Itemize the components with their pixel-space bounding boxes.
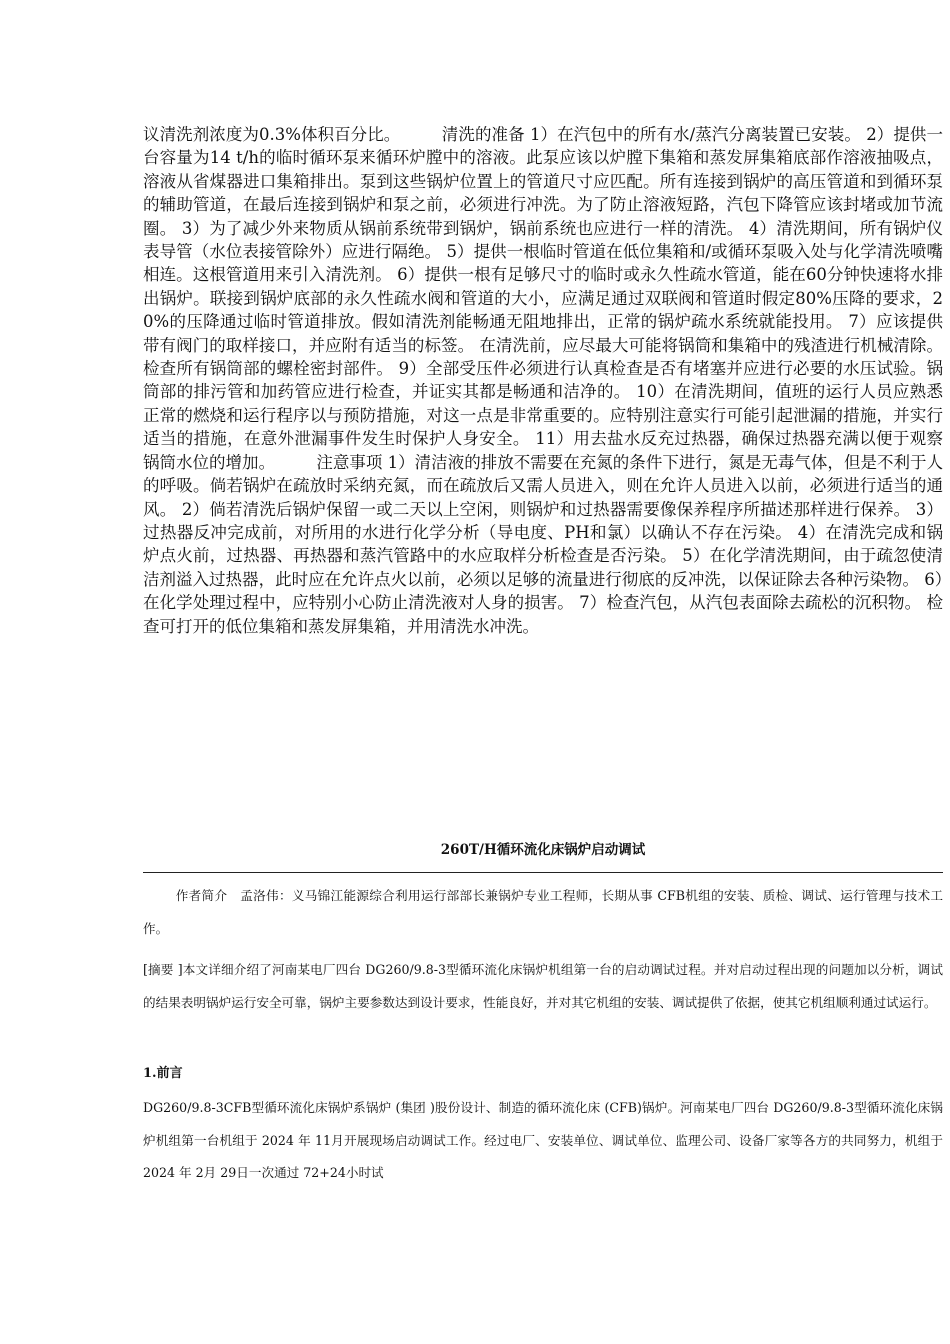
cleaning-procedure-paragraph: 议清洗剂浓度为0.3%体积百分比。 清洗的准备 1）在汽包中的所有水/蒸汽分离装置已安装。 2）提供一台容量为14 t/h的临时循环泵来循环炉膛中的溶液。此泵应该以炉膛下集箱和蒸发屏集箱底部作溶液抽吸点，溶液从省煤器进口集箱排出。泵到这些锅炉位置上的管道尺寸应匹配。所有连接到锅炉的高压管道和到循环泵的辅助管道，在最后连接到锅炉和泵之前，必须进行冲洗。为了防止溶液短路，汽包下降管应该封堵或加节流圈。 3）为了减少外来物质从锅前系统带到锅炉，锅前系统也应进行一样的清洗。 4）清洗期间，所有锅炉仪表导管（水位表接管除外）应进行隔绝。 5）提供一根临时管道在低位集箱和/或循环泵吸入处与化学清洗喷嘴相连。这根管道用来引入清洗剂。 6）提供一根有足够尺寸的临时或永久性疏水管道，能在60分钟快速将水排出锅炉。联接到锅炉底部的永久性疏水阀和管道的大小，应满足通过双联阀和管道时假定80%压降的要求，20%的压降通过临时管道排放。假如清洗剂能畅通无阻地排出，正常的锅炉疏水系统就能投用。 7）应该提供带有阀门的取样接口，并应附有适当的标签。 在清洗前，应尽最大可能将锅筒和集箱中的残渣进行机械清除。检查所有锅筒部的螺栓密封部件。 9）全部受压件必须进行认真检查是否有堵塞并应进行必要的水压试验。锅筒部的排污管和加药管应进行检查，并证实其都是畅通和洁净的。 10）在清洗期间，值班的运行人员应熟悉正常的燃烧和运行程序以与预防措施，对这一点是非常重要的。应特别注意实行可能引起泄漏的措施，并实行适当的措施，在意外泄漏事件发生时保护人身安全。 11）用去盐水反充过热器，确保过热器充满以便于观察锅筒水位的增加。 注意事项 1）清洁液的排放不需要在充氮的条件下进行，氮是无毒气体，但是不利于人的呼吸。倘若锅炉在疏放时采纳充氮，而在疏放后又需人员进入，则在允许人员进入以前，必须进行适当的通风。 2）倘若清洗后锅炉保留一或二天以上空闲，则锅炉和过热器需要像保养程序所描述那样进行保养。 3）过热器反冲完成前，对所用的水进行化学分析（导电度、PH和氯）以确认不存在污染。 4）在清洗完成和锅炉点火前，过热器、再热器和蒸汽管路中的水应取样分析检查是否污染。 5）在化学清洗期间，由于疏忽使清洁剂溢入过热器，此时应在允许点火以前，必须以足够的流量进行彻底的反冲洗，以保证除去各种污染物。 6）在化学处理过程中，应特别小心防止清洗液对人身的损害。 7）检查汽包，从汽包表面除去疏松的沉积物。 检查可打开的低位集箱和蒸发屏集箱，并用清洗水冲洗。 — [143, 125, 943, 636]
article-title: 260T/H循环流化床锅炉启动调试 — [440, 842, 646, 858]
intro-paragraph: DG260/9.8-3CFB型循环流化床锅炉系锅炉 (集团 )股份设计、制造的循环流化床 (CFB)锅炉。河南某电厂四台 DG260/9.8-3型循环流化床锅炉机组第一台机组于 2024 年 11月开展现场启动调试工作。经过电厂、安装单位、调试单位、监理公司、设备厂家等各方的共同努力，机组于 2024 年 2月 29日一次通过 72+24小时试 — [143, 1100, 943, 1180]
abstract: [摘要 ]本文详细介绍了河南某电厂四台 DG260/9.8-3型循环流化床锅炉机组第一台的启动调试过程。并对启动过程出现的问题加以分析，调试的结果表明锅炉运行安全可靠，锅炉主要参数达到设计要求，性能良好，并对其它机组的安装、调试提供了依据，使其它机组顺利通过试运行。 — [143, 962, 943, 1010]
author-bio: 作者简介 孟洛伟：义马锦江能源综合利用运行部部长兼锅炉专业工程师，长期从事 CFB机组的安装、质检、调试、运行管理与技术工作。 — [143, 888, 943, 936]
section-heading: 1.前言 — [143, 1066, 183, 1081]
title-divider — [143, 872, 943, 873]
